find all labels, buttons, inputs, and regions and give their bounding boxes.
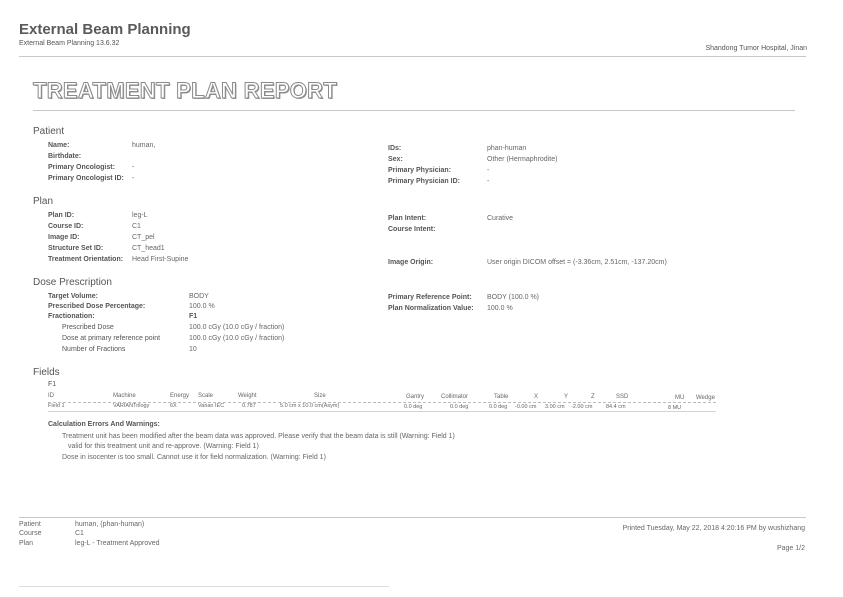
app-title: External Beam Planning: [19, 21, 191, 38]
col-x: X: [534, 394, 539, 400]
row-table: 0.0 deg: [489, 404, 508, 410]
row-energy: 6X: [170, 403, 177, 409]
image-id-label: Image ID:: [48, 234, 80, 241]
row-weight: 0.787: [242, 403, 256, 409]
col-z: Z: [591, 394, 595, 400]
col-size: Size: [314, 393, 326, 399]
image-origin-label: Image Origin:: [388, 259, 434, 266]
primary-physician-value: -: [487, 167, 490, 174]
calc-warning-line-2: valid for this treatment unit and re-approve. (Warning: Field 1): [68, 443, 259, 450]
plan-intent-value: Curative: [487, 215, 514, 222]
footer-patient-value: human, (phan-human): [75, 521, 145, 528]
fields-group: F1: [48, 381, 57, 388]
footer-plan-label: Plan: [19, 540, 34, 547]
plan-normalization-value: 100.0 %: [487, 305, 513, 312]
primary-physician-id-value: -: [487, 178, 490, 185]
title-rule: [33, 110, 795, 111]
course-id-label: Course ID:: [48, 223, 84, 230]
primary-reference-point-value: BODY (100.0 %): [487, 294, 540, 301]
birthdate-label: Birthdate:: [48, 153, 82, 160]
col-mu: MU: [675, 395, 685, 401]
treatment-orientation-label: Treatment Orientation:: [48, 256, 124, 263]
treatment-orientation-value: Head First-Supine: [132, 256, 189, 263]
row-z: -2.00 cm: [571, 404, 593, 410]
target-volume-label: Target Volume:: [48, 293, 98, 300]
hospital-name: Shandong Tumor Hospital, Jinan: [705, 45, 807, 52]
row-size: 5.0 cm x 10.0 cm(Asym): [280, 403, 340, 409]
prescribed-dose-value: 100.0 cGy (10.0 cGy / fraction): [189, 324, 285, 331]
fractionation-label: Fractionation:: [48, 313, 95, 320]
col-energy: Energy: [170, 393, 190, 399]
footer-rule: [19, 517, 806, 518]
primary-reference-point-label: Primary Reference Point:: [388, 294, 472, 301]
col-table: Table: [494, 394, 509, 400]
primary-oncologist-label: Primary Oncologist:: [48, 164, 115, 171]
col-id: ID: [48, 393, 54, 399]
row-id: Field 1: [48, 403, 65, 409]
plan-id-label: Plan ID:: [48, 212, 75, 219]
footer-course-value: C1: [75, 530, 84, 537]
primary-oncologist-id-label: Primary Oncologist ID:: [48, 175, 124, 182]
image-origin-value: User origin DICOM offset = (-3.36cm, 2.51cm, -137.20cm): [487, 259, 667, 266]
course-intent-label: Course Intent:: [388, 226, 436, 233]
printed-by: Printed Tuesday, May 22, 2018 4:20:16 PM by wushizhang: [622, 525, 805, 532]
calc-warnings-heading: Calculation Errors And Warnings:: [48, 421, 160, 428]
primary-physician-label: Primary Physician:: [388, 167, 452, 174]
primary-oncologist-value: -: [132, 164, 135, 171]
primary-oncologist-id-value: -: [132, 175, 135, 182]
footer-patient-label: Patient: [19, 521, 41, 528]
dose-at-reference-label: Dose at primary reference point: [62, 335, 161, 342]
col-scale: Scale: [198, 393, 214, 399]
sex-value: Other (Hermaphrodite): [487, 156, 558, 163]
app-subtitle: External Beam Planning 13.6.32: [19, 40, 120, 47]
fields-section-title: Fields: [33, 367, 60, 378]
row-x: -0.00 cm: [515, 404, 537, 410]
calc-warning-line-3: Dose in isocenter is too small. Cannot use it for field normalization. (Warning: Field 1): [62, 454, 326, 461]
col-machine: Machine: [113, 393, 136, 399]
structure-set-id-value: CT_head1: [132, 245, 165, 252]
fractionation-value: F1: [189, 313, 198, 320]
dose-at-reference-value: 100.0 cGy (10.0 cGy / fraction): [189, 335, 285, 342]
patient-name-label: Name:: [48, 142, 70, 149]
calc-warning-line-1: Treatment unit has been modified after the beam data was approved. Please verify that the beam data is still (Warning: Field 1): [62, 433, 455, 440]
number-of-fractions-label: Number of Fractions: [62, 346, 126, 353]
col-wedge: Wedge: [696, 395, 715, 401]
bottom-edge-rule: [19, 586, 389, 587]
col-gantry: Gantry: [406, 394, 425, 400]
ids-label: IDs:: [388, 145, 402, 152]
plan-intent-label: Plan Intent:: [388, 215, 427, 222]
footer-course-label: Course: [19, 530, 42, 537]
number-of-fractions-value: 10: [189, 346, 197, 353]
plan-section-title: Plan: [33, 196, 54, 207]
plan-id-value: leg-L: [132, 212, 148, 219]
row-gantry: 0.0 deg: [404, 404, 423, 410]
course-id-value: C1: [132, 223, 141, 230]
col-y: Y: [564, 394, 569, 400]
page-number: Page 1/2: [776, 545, 805, 552]
prescribed-dose-percentage-label: Prescribed Dose Percentage:: [48, 303, 146, 310]
patient-section-title: Patient: [33, 126, 65, 137]
prescribed-dose-label: Prescribed Dose: [62, 324, 114, 331]
plan-normalization-label: Plan Normalization Value:: [388, 305, 474, 312]
col-weight: Weight: [238, 393, 257, 399]
image-id-value: CT_pel: [132, 234, 155, 241]
report-title: TREATMENT PLAN REPORT: [33, 78, 338, 103]
row-mu: 8 MU: [668, 405, 682, 411]
dose-section-title: Dose Prescription: [33, 277, 112, 288]
structure-set-id-label: Structure Set ID:: [48, 245, 104, 252]
target-volume-value: BODY: [189, 293, 209, 300]
row-scale: Varian IEC: [198, 403, 225, 409]
footer-plan-value: leg-L - Treatment Approved: [75, 540, 160, 547]
row-ssd: 84.4 cm: [606, 404, 626, 410]
header-rule: [19, 56, 806, 57]
row-machine: VARIANTrilogy: [113, 403, 150, 409]
ids-value: phan-human: [487, 145, 527, 152]
fields-row-rule: [48, 411, 716, 412]
sex-label: Sex:: [388, 156, 403, 163]
row-y: 3.00 cm: [545, 404, 565, 410]
patient-name-value: human,: [132, 142, 156, 149]
col-collimator: Collimator: [441, 394, 469, 400]
row-collimator: 0.0 deg: [450, 404, 469, 410]
prescribed-dose-percentage-value: 100.0 %: [189, 303, 215, 310]
col-ssd: SSD: [616, 394, 629, 400]
primary-physician-id-label: Primary Physician ID:: [388, 178, 460, 185]
